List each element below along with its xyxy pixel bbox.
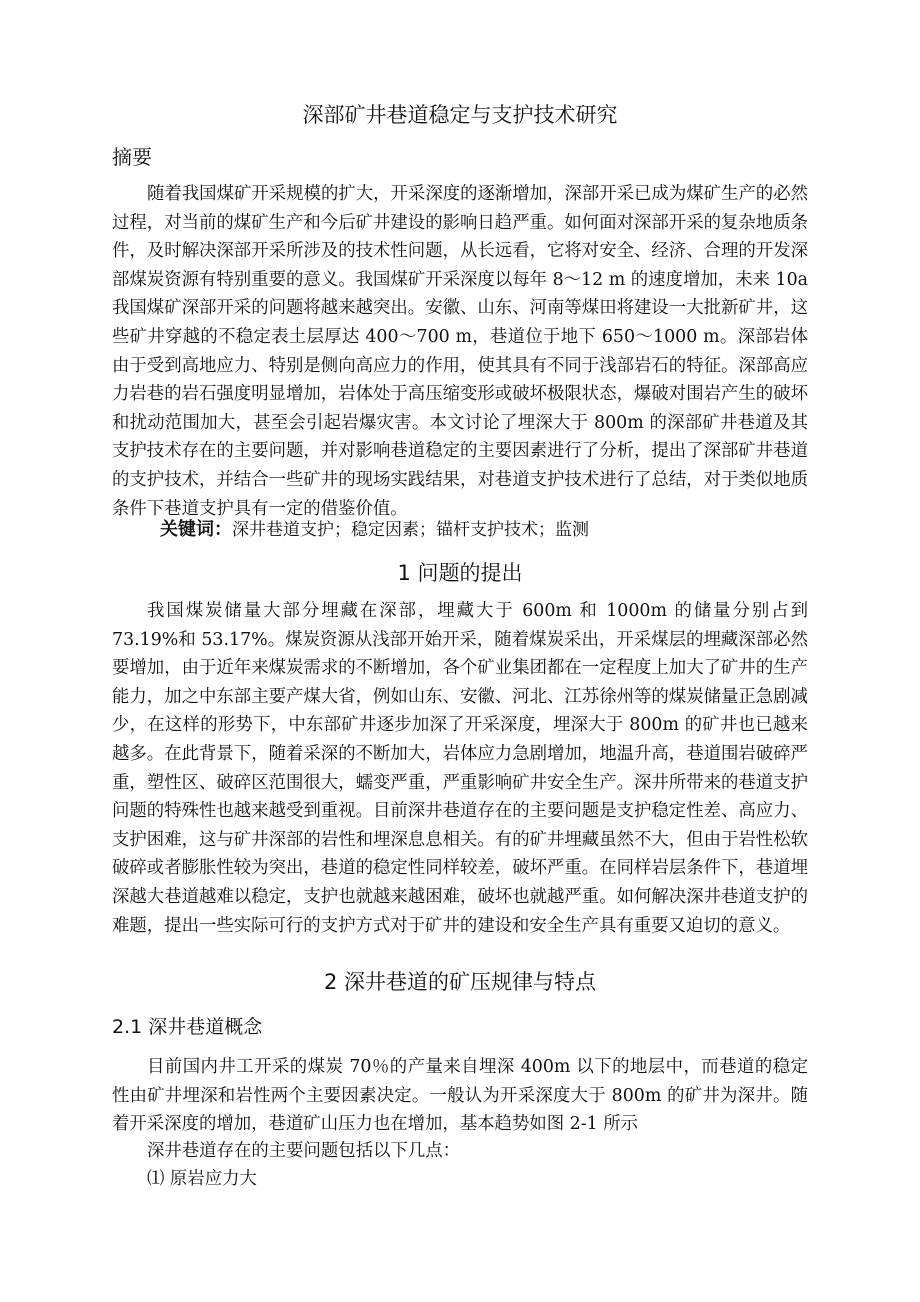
section1-heading: 1 问题的提出	[397, 561, 523, 585]
abstract-heading: 摘要	[112, 145, 152, 169]
problems-intro: 深井巷道存在的主要问题包括以下几点：	[147, 1141, 461, 1161]
keywords-label: 关键词：	[160, 519, 232, 540]
document-title: 深部矿井巷道稳定与支护技术研究	[302, 103, 618, 127]
abstract-paragraph: 随着我国煤矿开采规模的扩大，开采深度的逐渐增加，深部开采已成为煤矿生产的必然过程，对当前的煤矿生产和今后矿井建设的影响日趋严重。如何面对深部开采的复杂地质条件，及时解决深部开采所涉及的技术性问题，从长远看，它将对安全、经济、合理的开发深部煤炭资源有特别重要的意义。我国煤矿开采深度以每年 8～12 m 的速度增加，未来 10a 我国煤矿深部开采的问题将越来越突出。安徽、山东、河南等煤田将建设一大批新矿井，这些矿井穿越的不稳定表土层厚达 400～700 m，巷道位于地下 650～1000 m。深部岩体由于受到高地应力、特别是侧向高应力的作用，使其具有不同于浅部岩石的特征。深部高应力岩巷的岩石强度明显增加，岩体处于高压缩变形或破坏极限状态，爆破对围岩产生的破坏和扰动范围加大，甚至会引起岩爆灾害。本文讨论了埋深大于 800m 的深部矿井巷道及其支护技术存在的主要问题，并对影响巷道稳定的主要因素进行了分析，提出了深部矿井巷道的支护技术，并结合一些矿井的现场实践结果，对巷道支护技术进行了总结，对于类似地质条件下巷道支护具有一定的借鉴价值。	[112, 184, 808, 519]
problem-item-1: ⑴ 原岩应力大	[147, 1169, 257, 1189]
keywords-line	[160, 516, 589, 544]
section1-paragraph: 我国煤炭储量大部分埋藏在深部，埋藏大于 600m 和 1000m 的储量分别占到 73.19%和 53.17%。煤炭资源从浅部开始开采，随着煤炭采出，开采煤层的埋藏深部必然要增加，由于近年来煤炭需求的不断增加，各个矿业集团都在一定程度上加大了矿井的生产能力，加之中东部主要产煤大省，例如山东、安徽、河北、江苏徐州等的煤炭储量正急剧减少，在这样的形势下，中东部矿井逐步加深了开采深度，埋深大于 800m 的矿井也已越来越多。在此背景下，随着采深的不断加大，岩体应力急剧增加，地温升高，巷道围岩破碎严重，塑性区、破碎区范围很大，蠕变严重，严重影响矿井安全生产。深井所带来的巷道支护问题的特殊性也越来越受到重视。目前深井巷道存在的主要问题是支护稳定性差、高应力、支护困难，这与矿井深部的岩性和埋深息息相关。有的矿井埋藏虽然不大，但由于岩性松软破碎或者膨胀性较为突出，巷道的稳定性同样较差，破坏严重。在同样岩层条件下，巷道埋深越大巷道越难以稳定，支护也就越来越困难，破坏也就越严重。如何解决深井巷道支护的难题，提出一些实际可行的支护方式对于矿井的建设和安全生产具有重要又迫切的意义。	[112, 601, 808, 936]
section2-heading: 2 深井巷道的矿压规律与特点	[323, 970, 597, 994]
section2-1-paragraph: 目前国内井工开采的煤炭 70％的产量来自埋深 400m 以下的地层中，而巷道的稳定性由矿井埋深和岩性两个主要因素决定。一般认为开采深度大于 800m 的矿井为深井。随着开采深度的增加，巷道矿山压力也在增加，基本趋势如图 2-1 所示	[112, 1057, 808, 1135]
keywords-text: 深井巷道支护；稳定因素；锚杆支护技术；监测	[232, 520, 589, 540]
section2-1-heading: 2.1 深井巷道概念	[112, 1016, 263, 1038]
